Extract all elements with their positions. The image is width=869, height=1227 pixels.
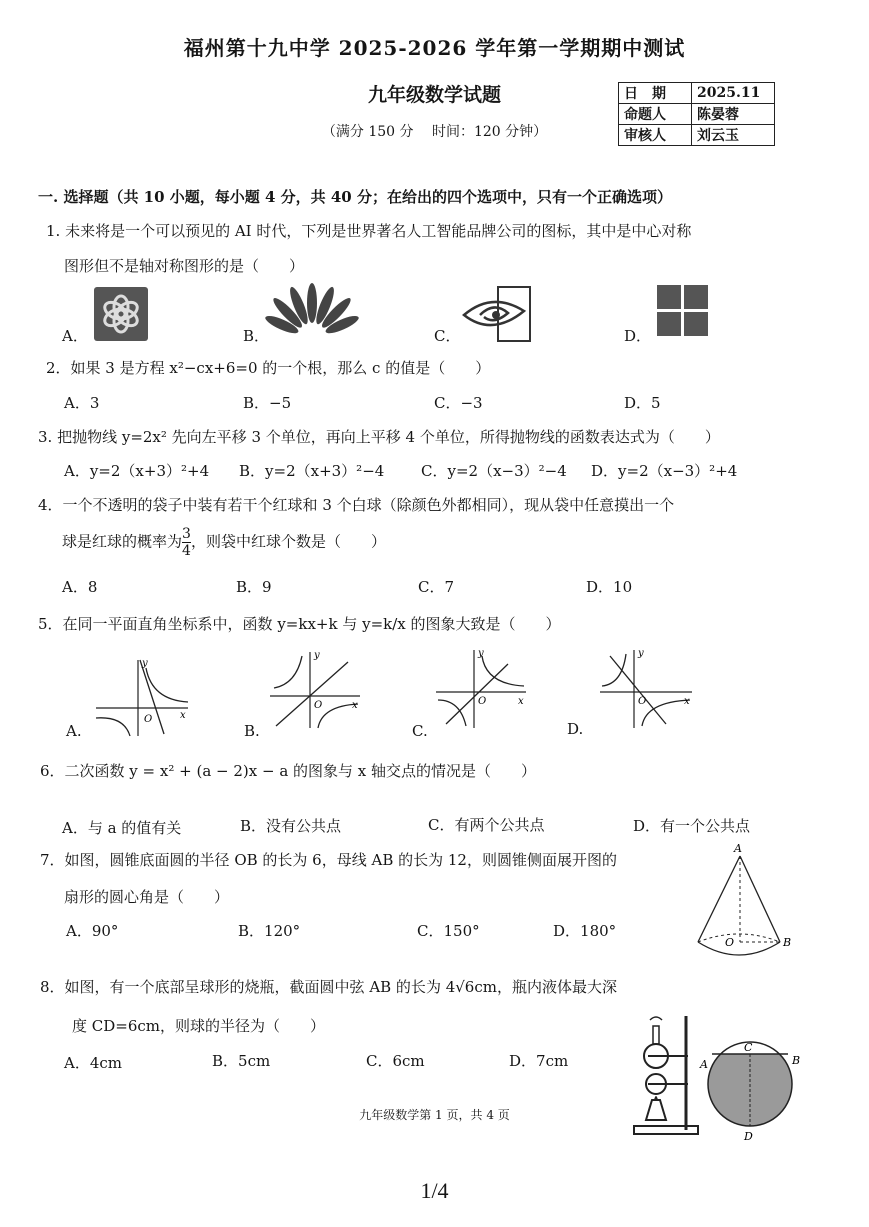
school-title: 福州第十九中学 2025-2026 学年第一学期期中测试 [183,36,686,60]
label-b: B [792,1054,801,1067]
q8-option-b: B．5cm [212,1052,271,1070]
q3-option-b: B．y=2（x+3）²−4 [239,462,385,480]
q4-option-a: A．8 [62,578,98,596]
huawei-logo-icon [272,283,352,343]
q4-line1: 4．一个不透明的袋子中装有若干个红球和 3 个白球（除颜色外都相同），现从袋中任意摸出一个 [38,496,675,514]
q5-option-c: C. [412,722,428,740]
openai-logo-icon [94,287,148,341]
q1-option-a: A． [62,327,88,345]
q7-option-c: C．150° [417,922,480,940]
q7-line2: 扇形的圆心角是（ ） [64,888,230,906]
info-value: 刘云玉 [692,125,775,146]
q1-option-c: C． [434,327,461,345]
label-a: A [700,1058,708,1071]
q3-option-d: D．y=2（x−3）²+4 [591,462,738,480]
nvidia-logo-icon [462,287,532,343]
q1-line2: 图形但不是轴对称图形的是（ ） [64,257,305,275]
probability-fraction [182,526,191,559]
q4-option-b: B．9 [236,578,272,596]
axis-y-label: y [638,648,644,659]
q4-option-c: C．7 [418,578,455,596]
q4-line2-pre: 球是红球的概率为 [62,532,183,551]
axis-y-label: y [478,648,484,659]
info-key: 日 期 [619,83,692,104]
q6-option-b: B．没有公共点 [240,817,342,835]
q3-option-a: A．y=2（x+3）²+4 [64,462,210,480]
origin-label: O [638,696,647,707]
cone-diagram [692,842,802,960]
section-heading: 一. 选择题（共 10 小题，每小题 4 分，共 40 分；在给出的四个选项中，只有一个正确选项） [38,188,672,206]
origin-label: O [314,700,323,711]
q5-graph-a [92,656,192,738]
q2-option-a: A．3 [64,394,100,412]
q3-text: 3. 把抛物线 y=2x² 先向左平移 3 个单位，再向上平移 4 个单位，所得抛物线的函数表达式为（ ） [38,428,720,446]
exam-title: 九年级数学试题 [367,84,501,106]
info-table [618,82,775,146]
q5-text: 5．在同一平面直角坐标系中，函数 y=kx+k 与 y=k/x 的图象大致是（ ） [38,615,561,633]
origin-label: O [478,696,487,707]
q8-option-a: A．4cm [64,1054,123,1072]
axis-y-label: y [142,658,148,669]
q5-option-a: A. [66,722,82,740]
q4-option-d: D．10 [586,578,633,596]
axis-x-label: x [352,700,358,711]
q7-line1: 7．如图，圆锥底面圆的半径 OB 的长为 6，母线 AB 的长为 12，则圆锥侧面展开图的 [40,851,617,869]
q8-line1: 8．如图，有一个底部呈球形的烧瓶，截面圆中弦 AB 的长为 4√6cm，瓶内液体最大深 [40,978,617,996]
q8-option-c: C．6cm [366,1052,425,1070]
q6-text: 6．二次函数 y = x² + (a − 2)x − a 的图象与 x 轴交点的情况是（ ） [40,762,537,780]
q6-option-a: A．与 a 的值有关 [62,819,182,837]
q6-option-d: D．有一个公共点 [633,817,751,835]
label-c: C [744,1041,753,1054]
q2-text: 2．如果 3 是方程 x²−cx+6=0 的一个根，那么 c 的值是（ ） [46,359,491,377]
q4-line2 [62,526,386,559]
q7-option-a: A．90° [66,922,119,940]
info-row-author [619,104,775,125]
microsoft-logo-icon [657,285,709,337]
axis-x-label: x [518,696,524,707]
cone-center-label: O [725,936,735,949]
page-number: 1/4 [420,1178,449,1203]
page-footer: 九年级数学第 1 页，共 4 页 [359,1108,510,1122]
info-key: 命题人 [619,104,692,125]
info-value: 陈晏蓉 [692,104,775,125]
fraction-numerator: 3 [182,526,191,542]
exam-meta: （满分 150 分 时间：120 分钟） [321,124,548,140]
q2-option-c: C．−3 [434,394,483,412]
info-row-reviewer [619,125,775,146]
q8-option-d: D．7cm [509,1052,569,1070]
q2-option-d: D．5 [624,394,661,412]
q7-option-b: B．120° [238,922,301,940]
q1-line1: 1. 未来将是一个可以预见的 AI 时代，下列是世界著名人工智能品牌公司的图标，其中是中心对称 [46,222,692,240]
axis-x-label: x [180,710,186,721]
fraction-denominator: 4 [182,543,191,559]
q5-graph-b [266,648,366,730]
q5-option-b: B. [244,722,260,740]
info-value: 2025.11 [692,83,775,104]
cone-apex-label: A [734,842,742,855]
q5-graph-c [432,646,532,730]
axis-y-label: y [314,650,320,661]
q6-option-c: C．有两个公共点 [428,816,545,834]
q7-option-d: D．180° [553,922,617,940]
origin-label: O [144,714,153,725]
q5-option-d: D. [567,720,584,738]
cone-edge-label: B [783,936,792,949]
q4-line2-post: ，则袋中红球个数是（ ） [190,532,386,551]
info-key: 审核人 [619,125,692,146]
axis-x-label: x [684,696,690,707]
q8-line2: 度 CD=6cm，则球的半径为（ ） [72,1017,326,1035]
q3-option-c: C．y=2（x−3）²−4 [421,462,567,480]
q2-option-b: B．−5 [243,394,292,412]
q5-graph-d [596,646,696,730]
q1-option-b: B． [243,327,270,345]
label-d: D [744,1130,753,1143]
info-row-date [619,83,775,104]
q1-option-d: D． [624,327,652,345]
